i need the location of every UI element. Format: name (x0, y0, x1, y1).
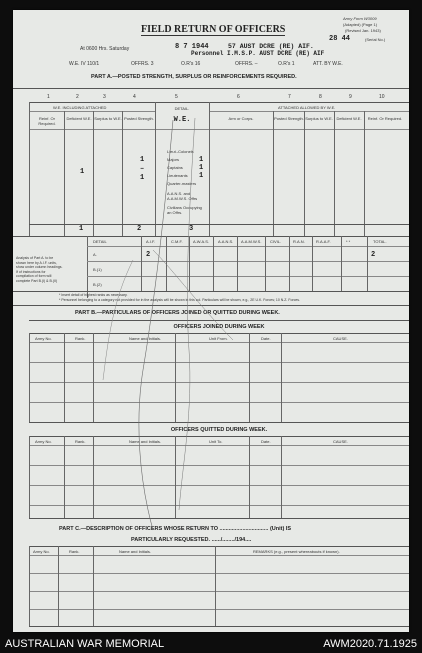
partc-hdr-name: Name and Initials. (119, 549, 152, 554)
quitted-hdr-cause: CAUSE. (333, 439, 348, 444)
serial-number: 28 44 (329, 35, 351, 43)
rank-aans: A.A.N.S. and A.A.M.W.S. Offrs (167, 191, 198, 201)
we-offrs-att: OFFRS. – (235, 61, 258, 67)
quitted-hdr-name: Name and Initials. (129, 439, 162, 444)
return-date: 8 7 1944 (175, 43, 209, 51)
posted-mark-2: – (140, 165, 145, 173)
analysis-footnote-2: * Personnel belonging to a category not provided for in the analysis will be shown in this col. Particulars will be shown, e.g., 2E U.K. Forces; 10 N.Z. Forces. (59, 298, 301, 302)
joined-hdr-army-no: Army No. (35, 336, 52, 341)
we-att-label: ATT. BY W.E. (313, 61, 343, 67)
total-posted: 2 (137, 225, 142, 233)
pencil-scribble-marks (13, 10, 409, 632)
form-sheet (13, 10, 409, 632)
analysis-hdr-aans: A.A.N.S. (218, 239, 234, 244)
analysis-row-b2: B.(2) (93, 282, 102, 287)
hdr-detail: DETAIL. (174, 106, 190, 111)
col-number-7: 7 (288, 94, 291, 100)
col-number-10: 10 (379, 94, 385, 100)
majors-value: 1 (199, 156, 204, 164)
col-number-3: 3 (103, 94, 106, 100)
analysis-hdr-cmf: C.M.F. (171, 239, 183, 244)
footer-right: AWM2020.71.1925 (323, 638, 417, 650)
col-number-4: 4 (133, 94, 136, 100)
we-offrs: OFFRS. 3 (131, 61, 154, 67)
col-number-8: 8 (319, 94, 322, 100)
deficient-value: 1 (80, 168, 85, 176)
part-b-title: PART B.—PARTICULARS OF OFFICERS JOINED OR QUITTED DURING WEEK. (75, 310, 280, 316)
hdr-posted-right: Posted Strength. (274, 116, 304, 121)
col-number-9: 9 (349, 94, 352, 100)
form-revised: (Revised Jan. 1943) (345, 28, 381, 33)
col-number-2: 2 (76, 94, 79, 100)
hdr-arm-corps: Arm or Corps. (228, 116, 254, 121)
rank-majors: Majors (167, 157, 180, 162)
hdr-surplus-right: Surplus to W.E. (305, 116, 333, 121)
joined-hdr-name: Name and Initials. (129, 336, 162, 341)
joined-hdr-unit: Unit From. (209, 336, 228, 341)
form-title: FIELD RETURN OF OFFICERS (141, 24, 286, 35)
hdr-deficient-left: Deficient W.E. (66, 116, 92, 121)
col-number-1: 1 (47, 94, 50, 100)
analysis-hdr-awas: A.W.A.S. (193, 239, 210, 244)
captains-value: 1 (199, 164, 204, 172)
analysis-hdr-other: * * (346, 239, 351, 244)
form-id: Army Form W3009 (343, 16, 377, 21)
group-attached: ATTACHED ALLOWED BY W.E. (278, 105, 336, 110)
part-c-subtitle: PARTICULARLY REQUESTED. ....../......../194.... (131, 537, 252, 543)
footer-left: AUSTRALIAN WAR MEMORIAL (5, 638, 165, 650)
analysis-hdr-detail: DETAIL (93, 239, 107, 244)
col-number-5: 5 (175, 94, 178, 100)
hdr-deficient-right: Deficient W.E. (336, 116, 362, 121)
group-we: W.E. INCLUDING ATTACHED (53, 105, 107, 110)
col-number-6: 6 (237, 94, 240, 100)
time-prefix: At 0600 Hrs. Saturday (80, 46, 130, 52)
analysis-hdr-civil: CIVIL. (270, 239, 282, 244)
rank-quartermasters: Quarter-masters (167, 181, 197, 186)
quitted-title: OFFICERS QUITTED DURING WEEK. (170, 427, 268, 433)
analysis-aif-a: 2 (146, 251, 151, 259)
unit-note: 57 AUST DCRE (RE) AIF. (228, 43, 314, 50)
part-a-title: PART A.—POSTED STRENGTH, SURPLUS OR REINFORCEMENTS REQUIRED. (91, 74, 297, 80)
analysis-row-a: A. (93, 252, 97, 257)
analysis-total-a: 2 (371, 251, 376, 259)
total-deficient: 1 (79, 225, 84, 233)
quitted-hdr-army-no: Army No. (35, 439, 52, 444)
hdr-reinf-right: Reinf. Or Required. (367, 116, 403, 121)
posted-mark-1: 1 (140, 156, 145, 164)
we-number: W.E. IV 110/1 (69, 61, 100, 67)
we-ors: O.R's 16 (181, 61, 201, 67)
partc-hdr-rank: Rank. (69, 549, 80, 554)
analysis-hdr-raaf: R.A.A.F. (316, 239, 331, 244)
analysis-row-b1: B.(1) (93, 267, 102, 272)
analysis-note: Analysis of Part A. to be shown here by A.I.F. units, show under column headings. If of instructions for compilation of form will complete Part B.(I) & B.(II) (16, 256, 63, 283)
rank-captains: Captains (167, 165, 183, 170)
rank-lieutenants: Lieutenants (167, 173, 188, 178)
quitted-hdr-rank: Rank. (75, 439, 86, 444)
analysis-hdr-aif: A.I.F. (146, 239, 156, 244)
joined-hdr-cause: CAUSE. (333, 336, 348, 341)
serial-label: (Serial No.) (365, 37, 386, 42)
analysis-hdr-total: TOTAL. (373, 239, 387, 244)
lieutenants-value: 1 (199, 172, 204, 180)
analysis-hdr-ran: R.A.N. (293, 239, 305, 244)
partc-hdr-remarks: REMARKS (e.g., present whereabouts if known). (253, 549, 340, 554)
joined-title: OFFICERS JOINED DURING WEEK (173, 324, 265, 330)
partc-hdr-army-no: Army No. (33, 549, 50, 554)
analysis-hdr-aamws: A.A.M.W.S. (241, 239, 262, 244)
part-c-title: PART C.—DESCRIPTION OF OFFICERS WHOSE RETURN TO ................................ (Unit) IS (59, 526, 292, 532)
hdr-surplus-left: Surplus to W.E. (94, 116, 122, 121)
form-adapted: (Adapted) (Page 1) (343, 22, 378, 27)
we-ors-att: O.R's 1 (278, 61, 295, 67)
rank-lt-colonels: Lieut.-Colonels (167, 149, 194, 154)
hdr-posted-left: Posted Strength. (124, 116, 154, 121)
quitted-hdr-unit: Unit To. (209, 439, 223, 444)
posted-mark-3: 1 (140, 174, 145, 182)
analysis-footnote-1: * Insert detail of highest ranks as necessary. (59, 293, 128, 297)
joined-hdr-rank: Rank. (75, 336, 86, 341)
hdr-reinf-left: Reinf. Or Required. (38, 116, 56, 126)
rank-civilians: Civilians Occupying an Offrs. (167, 205, 202, 215)
detail-we: W.E. (173, 116, 191, 124)
quitted-hdr-date: Date. (261, 439, 271, 444)
total-detail: 3 (189, 225, 194, 233)
unit-name: Personnel I.M.S.P. AUST DCRE (RE) AIF (191, 50, 325, 57)
joined-hdr-date: Date. (261, 336, 271, 341)
